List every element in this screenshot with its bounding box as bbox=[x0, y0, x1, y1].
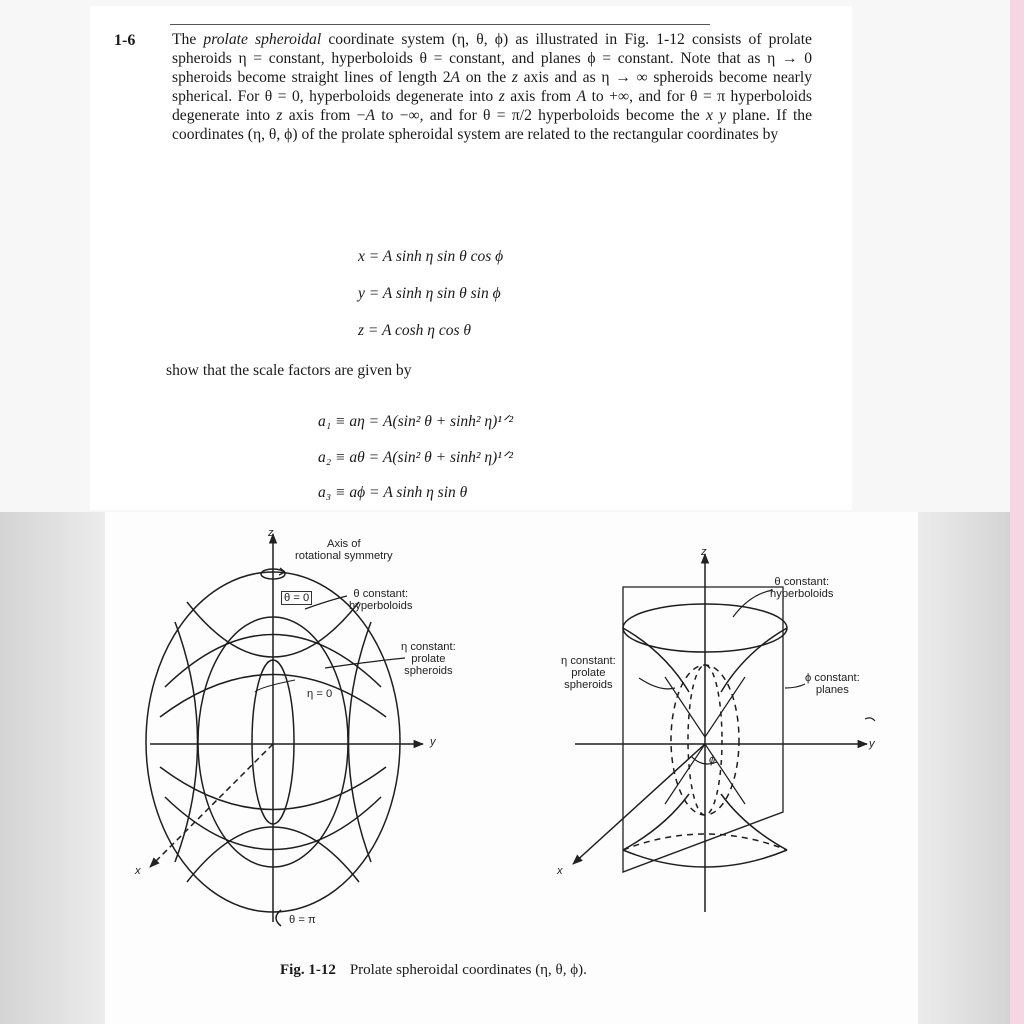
right-eta-label: η constant: prolate spheroids bbox=[561, 655, 616, 691]
statement-segment: A bbox=[576, 88, 587, 106]
scale-factor-1: a₁ ≡ aη = A(sin² θ + sinh² η)¹ᐟ² bbox=[318, 413, 514, 430]
left-y-label: y bbox=[430, 736, 436, 748]
scale-factor-3: a₃ ≡ aϕ = A sinh η sin θ bbox=[318, 484, 468, 501]
left-theta-label: θ constant: hyperboloids bbox=[349, 588, 413, 612]
left-theta-pi-label: θ = π bbox=[289, 914, 316, 926]
left-x-label: x bbox=[135, 865, 141, 877]
right-theta-label: θ constant: hyperboloids bbox=[770, 576, 834, 600]
problem-page bbox=[90, 6, 852, 510]
figure-caption bbox=[280, 962, 587, 979]
statement-segment: x y bbox=[705, 107, 727, 125]
right-z-label: z bbox=[701, 546, 707, 558]
statement-segment: The bbox=[172, 31, 204, 48]
right-phi-symbol: ϕ bbox=[709, 754, 716, 766]
left-eta-label: η constant: prolate spheroids bbox=[401, 641, 456, 677]
statement-segment: axis from bbox=[504, 88, 577, 106]
right-x-axis bbox=[573, 744, 705, 864]
problem-number: 1-6 bbox=[114, 32, 136, 49]
equation-x: x = A sinh η sin θ cos ϕ bbox=[358, 248, 504, 265]
statement-segment: prolate spheroidal bbox=[203, 31, 322, 48]
equation-z: z = A cosh η cos θ bbox=[358, 322, 472, 339]
right-phi-label: ϕ constant: planes bbox=[805, 672, 860, 696]
pink-border-strip bbox=[1010, 0, 1024, 1024]
background-shade-left bbox=[0, 512, 105, 1024]
statement-segment: plane. If the coordinates (η, θ, ϕ) of the prolate spheroidal system are related to the rectangular coordinates by bbox=[172, 107, 812, 144]
right-phi-plane bbox=[623, 587, 783, 872]
equation-y: y = A sinh η sin θ sin ϕ bbox=[358, 285, 501, 302]
left-eta-zero-label: η = 0 bbox=[307, 688, 333, 700]
statement-segment: to −∞, and for θ = π/2 hyperboloids become the bbox=[375, 107, 706, 125]
statement-segment: z bbox=[511, 69, 518, 87]
figure-page bbox=[105, 512, 918, 1024]
left-hyperbola-side-right bbox=[349, 622, 372, 862]
show-statement: show that the scale factors are given by bbox=[166, 362, 412, 379]
left-z-label: z bbox=[268, 527, 274, 539]
statement-segment: A bbox=[365, 107, 376, 125]
caption-number: Fig. 1-12 bbox=[280, 962, 336, 978]
statement-segment: z bbox=[498, 88, 505, 106]
statement-segment: A bbox=[450, 69, 461, 87]
right-x-label: x bbox=[557, 865, 563, 877]
left-theta-zero-label: θ = 0 bbox=[281, 591, 312, 605]
left-axis-note: Axis of rotational symmetry bbox=[295, 538, 393, 562]
statement-segment: on the bbox=[460, 69, 512, 87]
scale-factor-2: a₂ ≡ aθ = A(sin² θ + sinh² η)¹ᐟ² bbox=[318, 449, 514, 466]
background-shade-right bbox=[918, 512, 1010, 1024]
statement-segment: coordinate system (η, θ, ϕ) as illustrated in Fig. 1-12 consists of prolate spheroids η = constant, hyperboloids θ = constant, and planes ϕ = constant. Note that as η → 0 spheroids become straight lines of length 2 bbox=[172, 31, 812, 87]
left-hyperbola-side-left bbox=[175, 622, 198, 862]
problem-statement bbox=[172, 30, 812, 145]
statement-segment: axis from − bbox=[282, 107, 366, 125]
caption-text: Prolate spheroidal coordinates (η, θ, ϕ). bbox=[349, 962, 587, 978]
statement-segment: axis and as η → ∞ spheroids become nearly spherical. For θ = 0, hyperboloids degenerate into bbox=[172, 69, 813, 106]
header-rule bbox=[170, 24, 710, 25]
statement-segment: z bbox=[276, 107, 283, 125]
right-diagram bbox=[573, 554, 875, 912]
statement-segment: to +∞, and for θ = π hyperboloids degenerate into bbox=[172, 88, 812, 125]
right-y-label: y bbox=[869, 738, 875, 750]
